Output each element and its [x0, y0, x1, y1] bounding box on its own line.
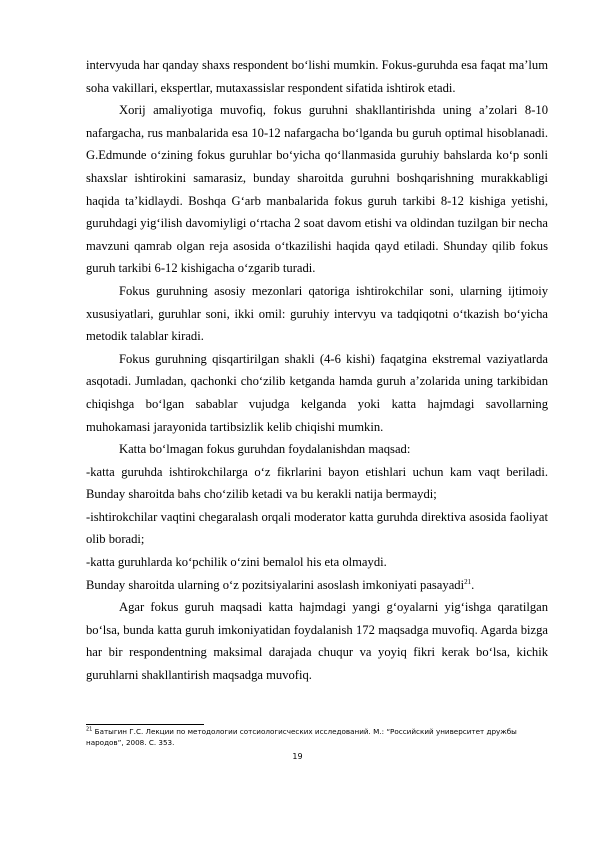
paragraph: Fokus guruhning qisqartirilgan shakli (4-6 kishi) faqatgina ekstremal vaziyatlarda asqotadi. Jumladan, qachonki cho‘zilib ketganda hamda guruh a’zolarida uning tarkibidan chiqishga bo‘lgan sabablar vujudga kelganda yoki katta hajmdagi savollarning muhokamasi jarayonida tartibsizlik kelib chiqishi mumkin.	[86, 351, 548, 434]
paragraph-text: Bunday sharoitda ularning o‘z pozitsiyalarini asoslash imkoniyati pasayadi	[86, 577, 465, 592]
paragraph: Xorij amaliyotiga muvofiq, fokus guruhni shakllantirishda uning a’zolari 8-10 nafargacha, rus manbalarida esa 10-12 nafargacha bo‘lganda bu guruh optimal hisoblanadi. G.Edmunde o‘zining fokus guruhlar bo‘yicha qo‘llanmasida guruhiy bahslarda ko‘p sonli shaxslar ishtirokini samarasiz, bunday sharoitda guruhni boshqarishning murakkabligi haqida ta’kidlaydi. Boshqa G‘arb manbalarida fokus guruh tarkibi 8-12 kishiga yetishi, guruhdagi yig‘ilish davomiyligi o‘rtacha 2 soat davom etishi va oldindan tuzilgan bir necha mavzuni qamrab olgan reja asosida o‘tkazilishi haqida qayd etiladi. Shunday qilib fokus guruh tarkibi 6-12 kishigacha o‘zgarib turadi.	[86, 103, 548, 276]
list-item: -katta guruhda ishtirokchilarga o‘z fikrlarini bayon etishlari uchun kam vaqt beriladi. Bunday sharoitda bahs cho‘zilib ketadi va bu kerakli natija bermaydi;	[86, 464, 548, 502]
page-number: 19	[292, 752, 303, 761]
footnote-divider	[86, 724, 204, 725]
footnote-text: Батыгин Г.С. Лекции по методологии сотсиологисческих исследований. М.: “Российский университет дружбы народов”, 2008. С. 353.	[86, 727, 517, 747]
paragraph-tail: .	[471, 577, 475, 592]
page-body	[86, 54, 548, 687]
paragraph: Agar fokus guruh maqsadi katta hajmdagi yangi g‘oyalarni yig‘ishga qaratilgan bo‘lsa, bunda katta guruh imkoniyatidan foydalanish 172 maqsadga muvofiq. Agarda bizga har bir respondentning maksimal darajada chuqur va yoyiq fikri kerak bo‘lsa, kichik guruhlarni shakllantirish maqsadga muvofiq.	[86, 600, 548, 683]
footnote-number: 21	[86, 726, 93, 733]
list-item: -ishtirokchilar vaqtini chegaralash orqali moderator katta guruhda direktiva asosida faoliyat olib boradi;	[86, 509, 548, 547]
paragraph-with-reference	[86, 574, 548, 597]
paragraph: Katta bo‘lmagan fokus guruhdan foydalanishdan maqsad:	[119, 442, 411, 457]
paragraph: intervyuda har qanday shaxs respondent bo‘lishi mumkin. Fokus-guruhda esa faqat ma’lum soha vakillari, ekspertlar, mutaxassislar respondent sifatida ishtirok etadi.	[86, 58, 548, 95]
list-item: -katta guruhlarda ko‘pchilik o‘zini bemalol his eta olmaydi.	[86, 555, 387, 570]
footnote	[86, 727, 548, 748]
footnote-ref[interactable]: 21	[464, 577, 472, 586]
paragraph: Fokus guruhning asosiy mezonlari qatoriga ishtirokchilar soni, ularning ijtimoiy xususiyatlari, guruhlar soni, ikki omil: guruhiy intervyu va tadqiqotni o‘tkazish bo‘yicha metodik talablar kiradi.	[86, 283, 548, 344]
